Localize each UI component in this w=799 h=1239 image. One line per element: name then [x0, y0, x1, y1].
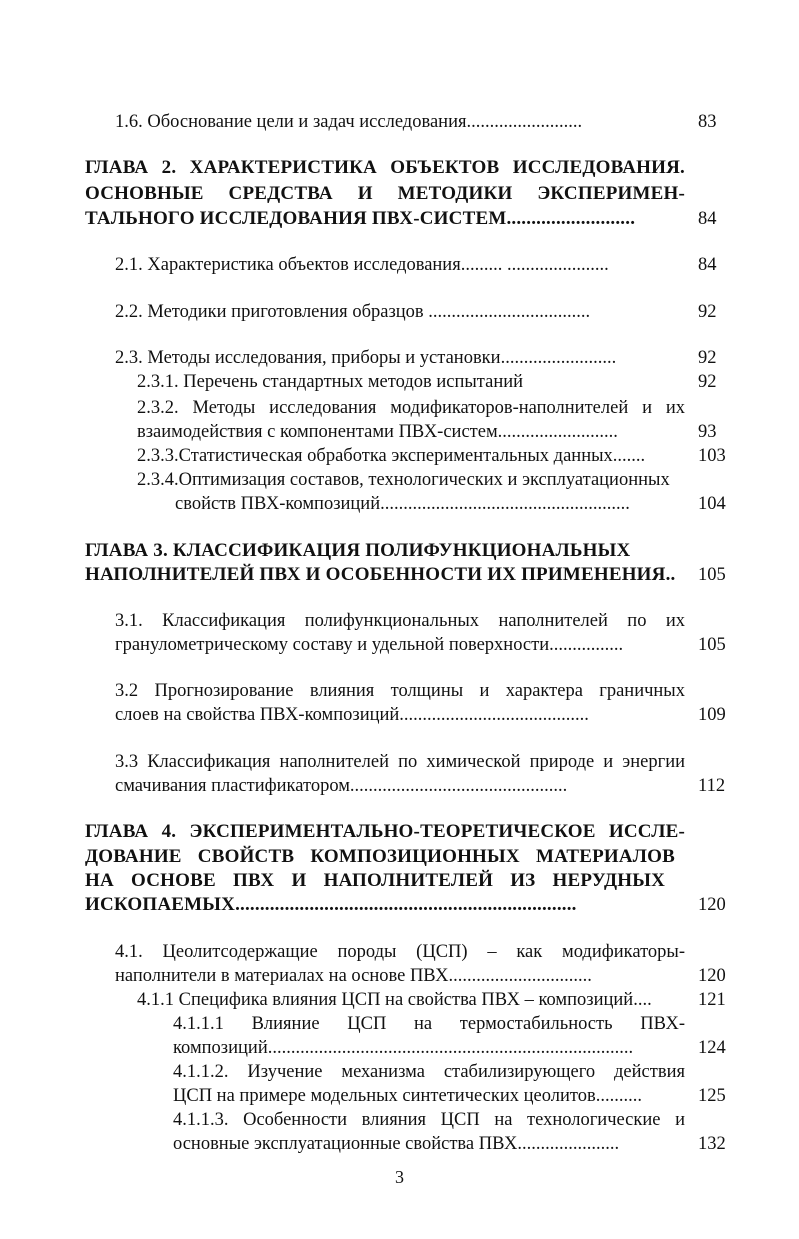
- toc-page-4-1-1: 121: [698, 990, 726, 1010]
- toc-entry-2-3-3: 2.3.3.Статистическая обработка экспериментальных данных.......: [137, 446, 646, 466]
- toc-entry-2-3-2-line1: 2.3.2. Методы исследования модификаторов-наполнителей и их: [137, 398, 685, 418]
- toc-entry-4-1-1-3-line1: 4.1.1.3. Особенности влияния ЦСП на технологические и: [173, 1110, 685, 1130]
- toc-entry-3-1-line2: гранулометрическому составу и удельной поверхности................: [115, 635, 624, 655]
- toc-entry-4-1-line1: 4.1. Цеолитсодержащие породы (ЦСП) – как модификаторы-: [115, 942, 685, 962]
- toc-page-2-3-4: 104: [698, 494, 726, 514]
- toc-entry-3-3-line1: 3.3 Классификация наполнителей по химической природе и энергии: [115, 752, 685, 772]
- toc-entry-4-1-line2: наполнители в материалах на основе ПВХ...............................: [115, 966, 592, 986]
- toc-entry-4-1-1-1-line2: композиций...............................................................................: [173, 1038, 634, 1058]
- toc-entry-4-1-1-2-line1: 4.1.1.2. Изучение механизма стабилизирующего действия: [173, 1062, 685, 1082]
- chapter-4-title-line3: НА ОСНОВЕ ПВХ И НАПОЛНИТЕЛЕЙ ИЗ НЕРУДНЫХ: [85, 870, 665, 891]
- toc-page-2-3-1: 92: [698, 372, 717, 392]
- toc-page-4-1-1-1: 124: [698, 1038, 726, 1058]
- chapter-4-page: 120: [698, 895, 726, 915]
- chapter-4-title-line2: ДОВАНИЕ СВОЙСТВ КОМПОЗИЦИОННЫХ МАТЕРИАЛОВ: [85, 846, 675, 867]
- chapter-2-title-line2: ОСНОВНЫЕ СРЕДСТВА И МЕТОДИКИ ЭКСПЕРИМЕН-: [85, 183, 685, 204]
- toc-entry-3-3-line2: смачивания пластификатором...............................................: [115, 776, 568, 796]
- toc-page-2-2: 92: [698, 302, 717, 322]
- chapter-3-title-line2: НАПОЛНИТЕЛЕЙ ПВХ И ОСОБЕННОСТИ ИХ ПРИМЕНЕНИЯ..: [85, 564, 676, 585]
- toc-page-2-1: 84: [698, 255, 717, 275]
- toc-page-2-3-3: 103: [698, 446, 726, 466]
- toc-page-2-3-2: 93: [698, 422, 717, 442]
- toc-page-4-1: 120: [698, 966, 726, 986]
- chapter-4-title-line4: ИСКОПАЕМЫХ.....................................................................: [85, 894, 577, 915]
- toc-entry-3-1-line1: 3.1. Классификация полифункциональных наполнителей по их: [115, 611, 685, 631]
- chapter-2-page: 84: [698, 209, 717, 229]
- toc-page-2-3: 92: [698, 348, 717, 368]
- toc-entry-4-1-1-3-line2: основные эксплуатационные свойства ПВХ......................: [173, 1134, 620, 1154]
- toc-entry-1-6: 1.6. Обоснование цели и задач исследования.........................: [115, 112, 583, 132]
- toc-page-3-2: 109: [698, 705, 726, 725]
- toc-page-1-6: 83: [698, 112, 717, 132]
- toc-entry-2-3-4-line1: 2.3.4.Оптимизация составов, технологических и эксплуатационных: [137, 470, 670, 490]
- chapter-3-title-line1: ГЛАВА 3. КЛАССИФИКАЦИЯ ПОЛИФУНКЦИОНАЛЬНЫХ: [85, 540, 631, 561]
- toc-entry-2-3-2-line2: взаимодействия с компонентами ПВХ-систем..........................: [137, 422, 618, 442]
- toc-entry-3-2-line1: 3.2 Прогнозирование влияния толщины и характера граничных: [115, 681, 685, 701]
- toc-page-4-1-1-2: 125: [698, 1086, 726, 1106]
- toc-entry-2-3-4-line2: свойств ПВХ-композиций......................................................: [175, 494, 630, 514]
- toc-entry-2-3-1: 2.3.1. Перечень стандартных методов испытаний: [137, 372, 524, 392]
- toc-entry-2-1: 2.1. Характеристика объектов исследования......... ......................: [115, 255, 609, 275]
- toc-entry-2-2: 2.2. Методики приготовления образцов ...................................: [115, 302, 591, 322]
- chapter-4-title-line1: ГЛАВА 4. ЭКСПЕРИМЕНТАЛЬНО-ТЕОРЕТИЧЕСКОЕ ИССЛЕ-: [85, 821, 685, 842]
- toc-entry-4-1-1-1-line1: 4.1.1.1 Влияние ЦСП на термостабильность ПВХ-: [173, 1014, 685, 1034]
- toc-page-3-3: 112: [698, 776, 726, 796]
- chapter-3-page: 105: [698, 565, 726, 585]
- chapter-2-title-line3: ТАЛЬНОГО ИССЛЕДОВАНИЯ ПВХ-СИСТЕМ..........................: [85, 208, 636, 229]
- page-number: 3: [395, 1167, 404, 1187]
- toc-page-4-1-1-3: 132: [698, 1134, 726, 1154]
- toc-entry-3-2-line2: слоев на свойства ПВХ-композиций.........................................: [115, 705, 589, 725]
- toc-entry-4-1-1: 4.1.1 Специфика влияния ЦСП на свойства ПВХ – композиций....: [137, 990, 652, 1010]
- toc-entry-2-3: 2.3. Методы исследования, приборы и установки.........................: [115, 348, 617, 368]
- chapter-2-title-line1: ГЛАВА 2. ХАРАКТЕРИСТИКА ОБЪЕКТОВ ИССЛЕДОВАНИЯ.: [85, 157, 685, 178]
- toc-entry-4-1-1-2-line2: ЦСП на примере модельных синтетических цеолитов..........: [173, 1086, 642, 1106]
- toc-page-3-1: 105: [698, 635, 726, 655]
